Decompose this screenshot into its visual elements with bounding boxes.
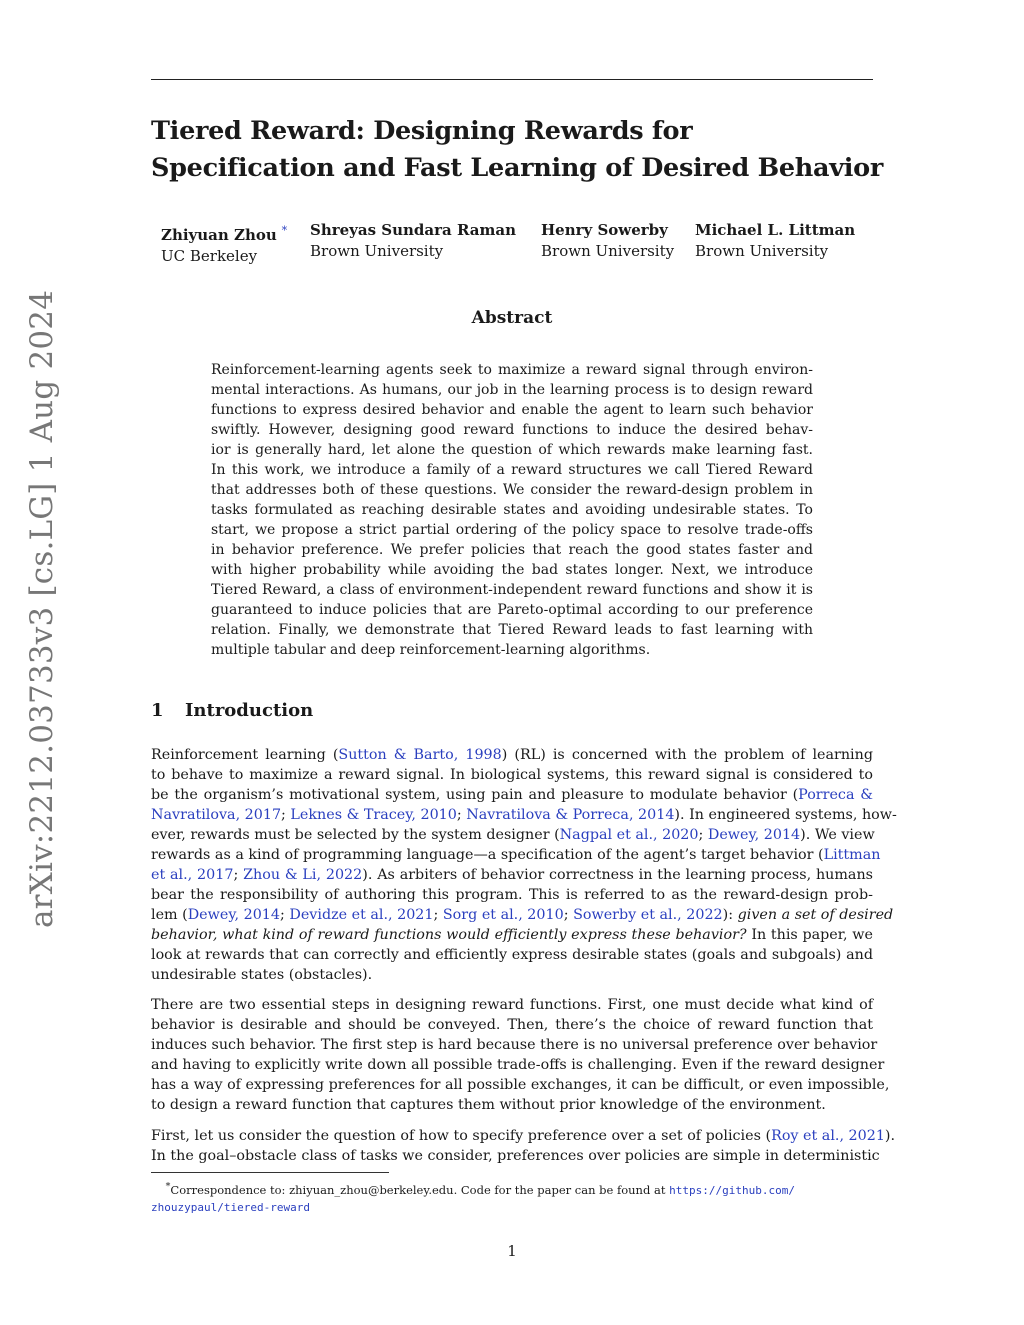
paragraph-line: There are two essential steps in designing reward functions. First, one must decide what kind of <box>151 997 873 1013</box>
paragraph-line: has a way of expressing preferences for all possible exchanges, it can be difficult, or even impossible, <box>151 1077 890 1093</box>
author-affiliation: Brown University <box>541 242 675 260</box>
abstract-line: swiftly. However, designing good reward functions to induce the desired behav- <box>211 422 813 438</box>
author-affiliation: Brown University <box>695 242 829 260</box>
abstract-line: Tiered Reward, a class of environment-independent reward functions and show it is <box>211 582 813 598</box>
paragraph-line: Navratilova, 2017; Leknes & Tracey, 2010; Navratilova & Porreca, 2014). In engineered systems, how- <box>151 807 897 823</box>
paragraph-line: behavior, what kind of reward functions would efficiently express these behavior? In this paper, we <box>151 927 873 943</box>
author-name: Zhiyuan Zhou <box>161 226 277 244</box>
abstract-line: In this work, we introduce a family of a reward structures we call Tiered Reward <box>211 462 813 478</box>
abstract-line: that addresses both of these questions. We consider the reward-design problem in <box>211 482 813 498</box>
paragraph-line: and having to explicitly write down all possible trade-offs is challenging. Even if the reward designer <box>151 1057 885 1073</box>
paragraph-line: rewards as a kind of programming language—a specification of the agent’s target behavior (Littman <box>151 847 881 863</box>
code-url-link[interactable]: https://github.com/ <box>669 1183 795 1197</box>
intro-paragraph-1 <box>151 745 897 985</box>
footnote <box>151 1178 873 1216</box>
code-url-link[interactable]: zhouzypaul/tiered-reward <box>151 1200 310 1214</box>
top-rule <box>151 79 873 80</box>
paragraph-line: be the organism’s motivational system, using pain and pleasure to modulate behavior (Porreca & <box>151 787 873 803</box>
title-line-1: Tiered Reward: Designing Rewards for <box>151 116 693 146</box>
footnote-line: *Correspondence to: zhiyuan_zhou@berkeley.edu. Code for the paper can be found at https://github.com/ <box>165 1181 795 1197</box>
paragraph-line: et al., 2017; Zhou & Li, 2022). As arbiters of behavior correctness in the learning process, humans <box>151 867 873 883</box>
citation-link[interactable]: Roy et al., 2021 <box>771 1128 885 1144</box>
footnote-rule <box>151 1172 389 1173</box>
abstract-line: tasks formulated as reaching desirable states and avoiding undesirable states. To <box>211 502 813 518</box>
citation-link[interactable]: Nagpal et al., 2020 <box>559 827 699 843</box>
citation-link[interactable]: Dewey, 2014 <box>707 827 801 843</box>
abstract-line: relation. Finally, we demonstrate that Tiered Reward leads to fast learning with <box>211 622 813 638</box>
footnote-mark: * <box>165 1181 171 1192</box>
citation-link[interactable]: Sowerby et al., 2022 <box>573 907 723 923</box>
citation-link[interactable]: Devidze et al., 2021 <box>289 907 434 923</box>
author-3 <box>541 220 674 262</box>
author-name: Shreyas Sundara Raman <box>310 221 517 239</box>
paragraph-line: Reinforcement learning (Sutton & Barto, 1998) (RL) is concerned with the problem of learning <box>151 747 873 763</box>
citation-link[interactable]: Sutton & Barto, 1998 <box>338 747 502 763</box>
abstract-heading: Abstract <box>471 308 553 328</box>
abstract-line: with higher probability while avoiding the bad states longer. Next, we introduce <box>211 562 813 578</box>
citation-link[interactable]: Littman <box>823 847 881 863</box>
citation-link[interactable]: Zhou & Li, 2022 <box>243 867 363 883</box>
paragraph-line: undesirable states (obstacles). <box>151 967 373 983</box>
paragraph-line: ever, rewards must be selected by the system designer (Nagpal et al., 2020; Dewey, 2014). We view <box>151 827 875 843</box>
citation-link[interactable]: Navratilova, 2017 <box>151 807 282 823</box>
paragraph-line: to design a reward function that captures them without prior knowledge of the environment. <box>151 1097 826 1113</box>
abstract-line: start, we propose a strict partial ordering of the policy space to resolve trade-offs <box>211 522 813 538</box>
abstract-body <box>211 360 813 660</box>
abstract-line: functions to express desired behavior and enable the agent to learn such behavior <box>211 402 813 418</box>
section-title: Introduction <box>185 700 314 721</box>
author-4 <box>695 220 855 262</box>
author-name: Henry Sowerby <box>541 221 668 239</box>
citation-link[interactable]: Navratilova & Porreca, 2014 <box>466 807 675 823</box>
citation-link[interactable]: Dewey, 2014 <box>187 907 280 923</box>
paragraph-line: In the goal–obstacle class of tasks we consider, preferences over policies are simple in deterministic <box>151 1148 880 1164</box>
title-line-2: Specification and Fast Learning of Desired Behavior <box>151 153 883 183</box>
citation-link[interactable]: Sorg et al., 2010 <box>442 907 564 923</box>
abstract-line: in behavior preference. We prefer policies that reach the good states faster and <box>211 542 813 558</box>
arxiv-identifier: arXiv:2212.03733v3 [cs.LG] 1 Aug 2024 <box>24 289 60 928</box>
abstract-line: Reinforcement-learning agents seek to maximize a reward signal through environ- <box>211 362 813 378</box>
paper-title <box>151 113 891 187</box>
author-2 <box>310 220 516 262</box>
author-name: Michael L. Littman <box>695 221 856 239</box>
correspondence-mark[interactable]: * <box>281 224 288 237</box>
author-affiliation: Brown University <box>310 242 444 260</box>
paragraph-line: to behave to maximize a reward signal. In biological systems, this reward signal is considered to <box>151 767 873 783</box>
paragraph-line: bear the responsibility of authoring this program. This is referred to as the reward-design prob- <box>151 887 873 903</box>
abstract-line: ior is generally hard, let alone the question of which rewards make learning fast. <box>211 442 813 458</box>
paragraph-line: induces such behavior. The first step is hard because there is no universal preference over behavior <box>151 1037 878 1053</box>
author-affiliation: UC Berkeley <box>161 247 258 265</box>
intro-paragraph-2 <box>151 995 890 1115</box>
citation-link[interactable]: Porreca & <box>798 787 873 803</box>
section-number: 1 <box>151 700 164 721</box>
citation-link[interactable]: Leknes & Tracey, 2010 <box>290 807 457 823</box>
page-number: 1 <box>507 1242 517 1260</box>
paragraph-line: look at rewards that can correctly and efficiently express desirable states (goals and subgoals) and <box>151 947 873 963</box>
citation-link[interactable]: et al., 2017 <box>151 867 234 883</box>
author-1 <box>161 220 287 267</box>
intro-paragraph-3 <box>151 1126 896 1166</box>
abstract-line: guaranteed to induce policies that are Pareto-optimal according to our preference <box>211 602 813 618</box>
paragraph-line: behavior is desirable and should be conveyed. Then, there’s the choice of reward function that <box>151 1017 873 1033</box>
abstract-line: mental interactions. As humans, our job in the learning process is to design reward <box>211 382 813 398</box>
abstract-line: multiple tabular and deep reinforcement-learning algorithms. <box>211 642 651 658</box>
paragraph-line: First, let us consider the question of how to specify preference over a set of policies (Roy et al., 2021). <box>151 1128 896 1144</box>
footnote-line <box>151 1199 873 1216</box>
paragraph-line: lem (Dewey, 2014; Devidze et al., 2021; Sorg et al., 2010; Sowerby et al., 2022): given a set of desired <box>151 907 894 923</box>
section-heading <box>151 700 313 721</box>
